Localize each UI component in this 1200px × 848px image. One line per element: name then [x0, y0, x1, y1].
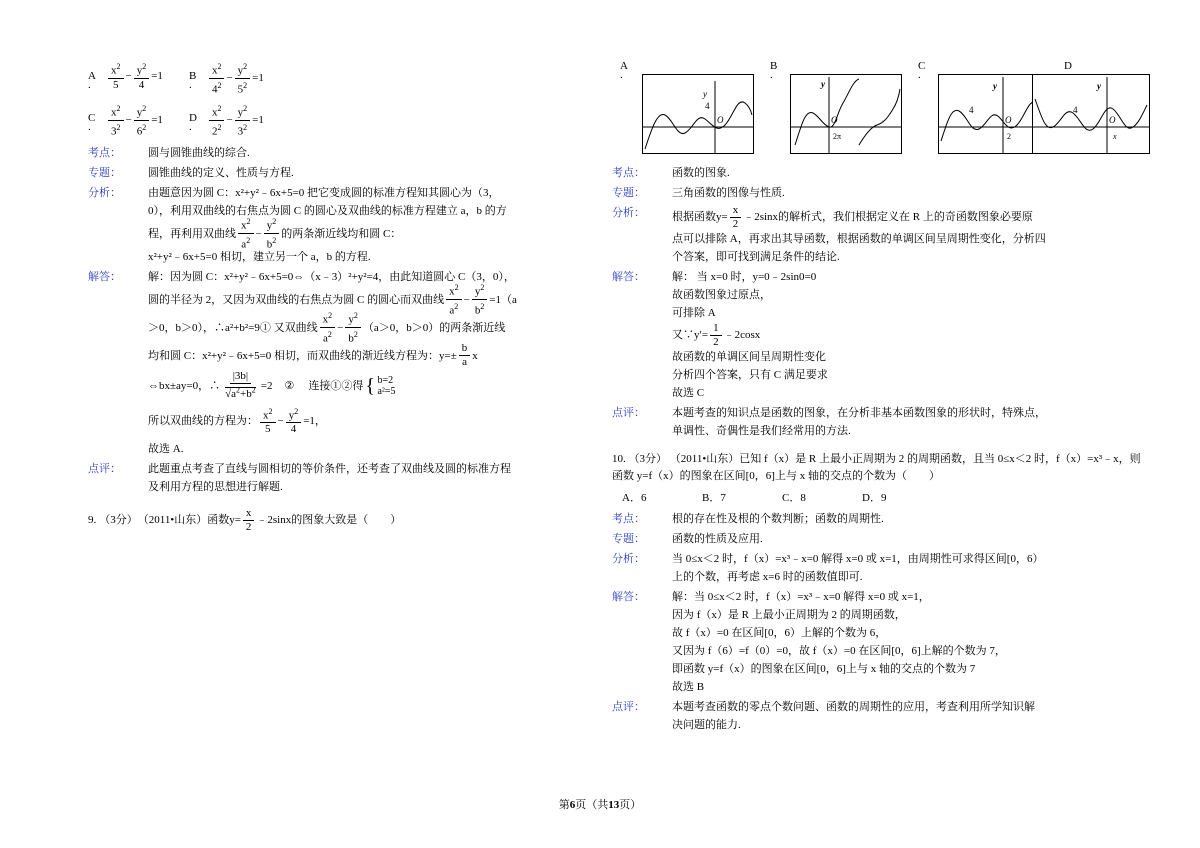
jieda-hyper-frac1: $\frac{x^2}{a^2}$ — [446, 281, 462, 317]
dianping-label-r: 点评： — [612, 407, 645, 419]
answer-choices-row-1 — [88, 60, 618, 96]
left-column — [88, 60, 618, 538]
page-footer — [0, 796, 1200, 812]
choice-b-letter: B — [188, 70, 197, 82]
graph-choices — [612, 60, 1142, 165]
svg-text:O: O — [1109, 115, 1116, 125]
q10-option-b[interactable]: B．7 — [702, 492, 726, 504]
zhuanti-label: 专题： — [88, 166, 121, 179]
svg-text:y: y — [1097, 81, 1101, 91]
svg-text:4: 4 — [705, 101, 710, 111]
kaodian-label: 考点： — [88, 146, 121, 159]
graph-b-letter: B — [770, 60, 778, 72]
jieda-r-line-5: 故函数的单调区间呈周期性变化 — [672, 351, 826, 363]
fenxi-r-line-2: 点可以排除 A，再求出其导函数，根据函数的单调区间呈周期性变化，分析四 — [672, 233, 1046, 245]
fenxi-hyperbola-frac2: $\frac{y^2}{b^2}$ — [264, 215, 280, 251]
jieda-hyper-tail: =1（a — [489, 293, 517, 306]
svg-text:2π: 2π — [833, 132, 842, 141]
q10-option-a[interactable]: A．6 — [622, 492, 647, 504]
section-jieda-left: 解答： 解：因为圆 C：x²+y²﹣6x+5=0⇔（x﹣3）²+y²=4，由此知道圆心 C（3，0）， 圆的半径为 2，又因为双曲线的右焦点为圆 C 的圆心而双曲线 $\frac{x^2}{a^2}$ − $\frac{y^2}{b^2}$ =1（a ＞0，b＞0），∴a²+b²=9① 又双曲线 $\frac{x^2}{a^2}$ − $\frac{y^2}{b^2}$ （a＞0，b＞0）的两条渐近线 均和圆 C：x²+y²﹣6x+5=0 相切，而双曲线的渐近线方程为：y= ± $\frac{b}{a}$ x ⇔bx±ay=0，∴ $\frac{|3b|}{√a^2+b^2}$ =2 ② 连接①②得 { b=2 a²=5 所以双曲线的方程为： $\frac{x^2}{5}$ − $\frac{y^2}{4}$ =1， 故选 A. — [88, 269, 618, 459]
choice-a-eq: =1 — [151, 69, 163, 82]
graph-b-svg — [791, 75, 901, 153]
choice-d-term1: $\frac{x^2}{2^2}$ — [209, 102, 225, 138]
svg-text:2: 2 — [1007, 132, 1011, 141]
jieda-r-line-7: 故选 C — [672, 387, 705, 399]
zhuanti2-text: 函数的性质及应用. — [672, 533, 763, 545]
jieda-hyper2-frac1: $\frac{x^2}{a^2}$ — [320, 309, 336, 345]
section-fenxi-left: 分析： 由题意因为圆 C：x²+y²﹣6x+5=0 把它变成圆的标准方程知其圆心为（3， 0），利用双曲线的右焦点为圆 C 的圆心及双曲线的标准方程建立 a，b 的方 程，再利用双曲线 $\frac{x^2}{a^2}$ − $\frac{y^2}{b^2}$ 的两条渐近线均和圆 C： x²+y²﹣6x+5=0 相切，建立另一个 a，b 的方程. — [88, 185, 618, 267]
q9-frac: $\frac{x}{2}$ — [243, 507, 255, 534]
kaodian-label-r: 考点： — [612, 167, 645, 179]
jieda-line-2: 圆的半径为 2，又因为双曲线的右焦点为圆 C 的圆心而双曲线 — [148, 293, 445, 306]
jieda-label: 解答： — [88, 270, 121, 283]
jieda-slope-tail: x — [472, 349, 478, 362]
graph-a-letter: A — [620, 60, 628, 72]
svg-text:4: 4 — [969, 105, 974, 115]
choice-b-eq: =1 — [252, 72, 264, 85]
fenxi-line-3: 程，再利用双曲线 — [148, 227, 236, 240]
graph-choice-b-label — [770, 60, 778, 81]
section2-dianping — [612, 699, 1142, 735]
q10-number: 10. — [612, 453, 626, 465]
svg-text:x: x — [1113, 132, 1117, 141]
choice-d-eq: =1 — [252, 114, 264, 127]
jieda-hyper2-tail: （a＞0，b＞0）的两条渐近线 — [362, 321, 506, 334]
fenxi-line-4: x²+y²﹣6x+5=0 相切，建立另一个 a，b 的方程. — [148, 250, 371, 263]
kaodian-text-r: 函数的图象. — [672, 167, 730, 179]
choice-a-dot: . — [88, 79, 91, 91]
fenxi-label-r: 分析： — [612, 207, 645, 219]
question-10-options — [622, 489, 1142, 505]
section2-kaodian — [612, 511, 1142, 529]
svg-text:y: y — [703, 89, 707, 99]
jieda-brace-top: b=2 — [377, 374, 394, 386]
jieda-hyper-frac2: $\frac{y^2}{b^2}$ — [472, 281, 488, 317]
jieda2-line-1: 解：当 0≤x＜2 时，f（x）=x³﹣x=0 解得 x=0 或 x=1， — [672, 591, 930, 603]
section2-zhuanti — [612, 531, 1142, 549]
zhuanti-label-r: 专题： — [612, 187, 645, 199]
fenxi2-line-2: 上的个数，再考虑 x=6 时的函数值即可. — [672, 571, 863, 583]
jieda-brace-bottom: a²=5 — [377, 385, 396, 397]
graph-c-dot: . — [918, 69, 921, 81]
section-dianping-right — [612, 405, 1142, 441]
graph-a-dot: . — [620, 69, 623, 81]
choice-b-dot: . — [188, 79, 192, 91]
graph-choice-a-label — [620, 60, 628, 81]
jieda-line-3: ＞0，b＞0），∴a²+b²=9① 又双曲线 — [148, 321, 318, 334]
jieda2-line-4: 又因为 f（6）=f（0）=0，故 f（x）=0 在区间[0，6]上解的个数为 7， — [672, 645, 1006, 657]
zhuanti2-label: 专题： — [612, 533, 645, 545]
fenxi-label: 分析： — [88, 186, 121, 199]
jieda-join: 连接①②得 — [308, 379, 364, 392]
dianping-r-line-1: 本题考查的知识点是函数的图象，在分析非基本函数图象的形状时，特殊点， — [672, 407, 1046, 419]
choice-d-letter: D — [188, 112, 197, 125]
section-kaodian-right — [612, 165, 1142, 183]
graph-a-svg — [643, 75, 753, 153]
svg-text:O: O — [717, 115, 724, 125]
zhuanti-text-r: 三角函数的图像与性质. — [672, 187, 785, 199]
dianping-line-1: 此题重点考查了直线与圆相切的等价条件，还考查了双曲线及圆的标准方程 — [148, 462, 511, 475]
footer-page-number: 6 — [569, 799, 576, 811]
jieda-r-line-1: 解： 当 x=0 时，y=0﹣2sin0=0 — [672, 271, 817, 283]
q9-score: （3分） — [99, 513, 138, 526]
fenxi2-label: 分析： — [612, 553, 645, 565]
choice-d-dot: . — [188, 121, 192, 134]
fenxi-hyperbola-frac1: $\frac{x^2}{a^2}$ — [238, 215, 254, 251]
dianping-line-2: 及利用方程的思想进行解题. — [148, 480, 283, 493]
choice-b-term2: $\frac{y^2}{5^2}$ — [235, 60, 251, 96]
svg-text:4: 4 — [1073, 105, 1078, 115]
jieda-distance-eq: =2 — [260, 379, 273, 392]
q10-option-c[interactable]: C．8 — [782, 492, 806, 504]
jieda2-line-2: 因为 f（x）是 R 上最小正周期为 2 的周期函数， — [672, 609, 906, 621]
jieda-r-line-2: 故函数图象过原点， — [672, 289, 771, 301]
jieda-line-4: 均和圆 C：x²+y²﹣6x+5=0 相切，而双曲线的渐近线方程为：y= — [148, 349, 451, 362]
graph-d-svg — [1033, 75, 1149, 153]
jieda2-line-6: 故选 B — [672, 681, 705, 693]
q9-tail: ﹣2sinx的图象大致是（ ） — [256, 513, 402, 526]
jieda-hyper2-frac2: $\frac{y^2}{b^2}$ — [345, 309, 361, 345]
choice-a[interactable]: A . $\frac{x^2}{5}$ − $\frac{y^2}{4}$ =1 — [88, 62, 163, 91]
graph-a[interactable] — [642, 74, 754, 154]
q10-text: （2011•山东）已知 f（x）是 R 上最小正周期为 2 的周期函数，且当 0≤x＜2 时，f（x）=x³﹣x，则函数 y=f（x）的图象在区间[0，6]上与 x 轴的交点的个数为（ ） — [612, 453, 1141, 482]
dianping2-label: 点评： — [612, 701, 645, 713]
jieda-r-line-3: 可排除 A — [672, 307, 716, 319]
jieda-final-frac1: $\frac{x^2}{5}$ — [260, 405, 276, 437]
section-fenxi-right: 分析： 根据函数y= $\frac{x}{2}$ ﹣2sinx的解析式，我们根据定义在 R 上的奇函数图象必要原 点可以排除 A，再求出其导函数，根据函数的单调区间呈周期性变化，分析四 个答案，即可找到满足条件的结论. — [612, 205, 1142, 267]
choice-a-term2: $\frac{y^2}{4}$ — [134, 60, 150, 92]
section-jieda-right: 解答： 解： 当 x=0 时，y=0﹣2sin0=0 故函数图象过原点， 可排除 A 又∵y′= $\frac{1}{2}$ ﹣2cosx 故函数的单调区间呈周期性变化 分析四个答案，只有 C 满足要求 故选 C — [612, 269, 1142, 403]
jieda2-line-5: 即函数 y=f（x）的图象在区间[0，6]上与 x 轴的交点的个数为 7 — [672, 663, 976, 675]
choice-c-eq: =1 — [151, 114, 163, 127]
footer-total-pages: 13 — [608, 799, 620, 811]
graph-d-letter: D — [1064, 60, 1072, 72]
jieda-distance-frac: $\frac{|3b|}{√a^2+b^2}$ — [225, 369, 256, 401]
fenxi-line-1: 由题意因为圆 C：x²+y²﹣6x+5=0 把它变成圆的标准方程知其圆心为（3， — [148, 186, 500, 199]
choice-d-term2: $\frac{y^2}{3^2}$ — [235, 102, 251, 138]
footer-mid: 页（共 — [575, 799, 609, 811]
answer-choices-row-2 — [88, 102, 618, 138]
svg-text:O: O — [1005, 115, 1012, 125]
section2-jieda — [612, 589, 1142, 697]
right-column — [612, 60, 1142, 737]
footer-prefix: 第 — [558, 799, 570, 811]
choice-b[interactable]: B . $\frac{x^2}{4^2}$ − $\frac{y^2}{5^2}$ =1 — [188, 62, 264, 96]
q10-score: （3分） — [628, 453, 667, 465]
footer-suffix: 页） — [619, 799, 642, 811]
svg-text:y: y — [821, 79, 825, 89]
q10-option-d[interactable]: D．9 — [862, 492, 887, 504]
jieda-r-frac: $\frac{1}{2}$ — [710, 322, 722, 349]
dianping2-line-2: 决问题的能力. — [672, 719, 741, 731]
jieda-final-frac2: $\frac{y^2}{4}$ — [286, 405, 302, 437]
graph-b-dot: . — [770, 69, 773, 81]
jieda2-label: 解答： — [612, 591, 645, 603]
dianping2-line-1: 本题考查函数的零点个数问题、函数的周期性的应用，考查利用所学知识解 — [672, 701, 1035, 713]
jieda-label-r: 解答： — [612, 271, 645, 283]
graph-c-letter: C — [918, 60, 926, 72]
question-9 — [88, 507, 618, 534]
section-kaodian-left — [88, 145, 618, 163]
svg-text:O: O — [831, 115, 838, 125]
graph-choice-c-label — [918, 60, 926, 81]
jieda-final-tail: =1， — [303, 414, 326, 427]
choice-a-letter: A — [88, 70, 96, 82]
dianping-label: 点评： — [88, 462, 121, 475]
zhuanti-text: 圆锥曲线的定义、性质与方程. — [148, 166, 294, 179]
jieda-slope-frac: $\frac{b}{a}$ — [459, 342, 471, 369]
choice-c[interactable]: C . $\frac{x^2}{3^2}$ − $\frac{y^2}{6^2}$ =1 — [88, 104, 163, 138]
fenxi2-line-1: 当 0≤x＜2 时，f（x）=x³﹣x=0 解得 x=0 或 x=1，由周期性可求得区间[0，6） — [672, 553, 1044, 565]
choice-a-term1: $\frac{x^2}{5}$ — [108, 60, 124, 92]
dianping-r-line-2: 单调性、奇偶性是我们经常用的方法. — [672, 425, 851, 437]
jieda-line-6: 所以双曲线的方程为： — [148, 414, 258, 427]
jieda-line-1: 解：因为圆 C：x²+y²﹣6x+5=0⇔（x﹣3）²+y²=4，由此知道圆心 C（3，0）， — [148, 270, 515, 283]
jieda2-line-3: 故 f（x）=0 在区间[0，6）上解的个数为 6， — [672, 627, 887, 639]
kaodian2-text: 根的存在性及根的个数判断；函数的周期性. — [672, 513, 884, 525]
choice-c-dot: . — [88, 121, 91, 134]
question-10 — [612, 451, 1142, 485]
kaodian2-label: 考点： — [612, 513, 645, 525]
jieda-line-5: ⇔bx±ay=0，∴ — [148, 379, 221, 392]
fenxi-r-frac: $\frac{x}{2}$ — [730, 204, 742, 231]
jieda-circled-2: ② — [284, 379, 295, 392]
choice-c-letter: C — [88, 112, 96, 125]
section-zhuanti-right — [612, 185, 1142, 203]
graph-d[interactable] — [1032, 74, 1150, 154]
section-zhuanti-left — [88, 165, 618, 183]
q9-number: 9. — [88, 513, 97, 526]
q9-source: （2011•山东）函数y= — [137, 513, 241, 526]
jieda-r-line-6: 分析四个答案，只有 C 满足要求 — [672, 369, 828, 381]
kaodian-text: 圆与圆锥曲线的综合. — [148, 146, 250, 159]
choice-c-term2: $\frac{y^2}{6^2}$ — [134, 102, 150, 138]
section2-fenxi — [612, 551, 1142, 587]
choice-c-term1: $\frac{x^2}{3^2}$ — [108, 102, 124, 138]
choice-b-term1: $\frac{x^2}{4^2}$ — [209, 60, 225, 96]
jieda-line-7: 故选 A. — [148, 442, 184, 455]
fenxi-line-2: 0），利用双曲线的右焦点为圆 C 的圆心及双曲线的标准方程建立 a，b 的方 — [148, 204, 507, 217]
fenxi-r-line-3: 个答案，即可找到满足条件的结论. — [672, 251, 840, 263]
choice-d[interactable]: D . $\frac{x^2}{2^2}$ − $\frac{y^2}{3^2}$ =1 — [188, 104, 264, 138]
graph-b[interactable] — [790, 74, 902, 154]
section-dianping-left — [88, 461, 618, 497]
svg-text:y: y — [993, 81, 997, 91]
fenxi-hyperbola-tail: 的两条渐近线均和圆 C： — [281, 227, 402, 240]
